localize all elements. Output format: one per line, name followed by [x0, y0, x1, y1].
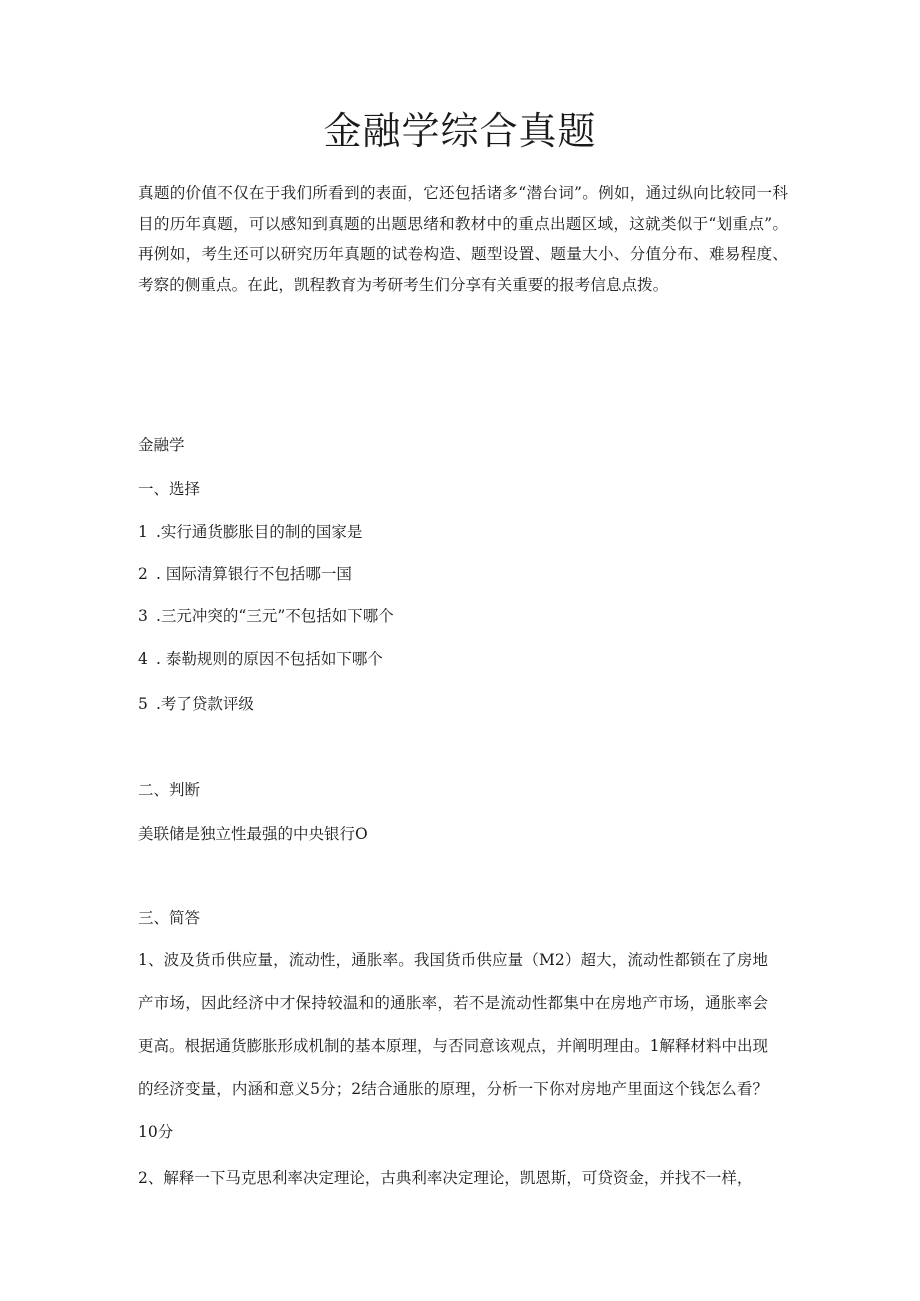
- subject-label: 金融学: [138, 436, 185, 454]
- choice-question-1: [138, 520, 362, 544]
- question-text: .三元冲突的“三元”不包括如下哪个: [156, 607, 394, 625]
- question-text: .实行通货膨胀目的制的国家是: [156, 523, 363, 541]
- section-heading-short-answer: 三、简答: [138, 909, 201, 927]
- choice-question-2: [138, 562, 352, 586]
- question-text: .考了贷款评级: [156, 695, 254, 713]
- question-number: 4: [138, 650, 148, 668]
- question-text: . 泰勒规则的原因不包括如下哪个: [156, 650, 383, 668]
- short-answer-question-2: 2、解释一下马克思利率决定理论，古典利率决定理论，凯恩斯，可贷资金，并找不一样，: [138, 1169, 753, 1187]
- judgment-statement: 美联储是独立性最强的中央银行O: [138, 825, 368, 843]
- section-heading-judgment: 二、判断: [138, 781, 201, 799]
- short-answer-question-1: 1、波及货币供应量，流动性，通胀率。我国货币供应量（M2）超大，流动性都锁在了房地产市场，因此经济中才保持较温和的通胀率，若不是流动性都集中在房地产市场，通胀率会更高。根据通货膨胀形成机制的基本原理，与否同意该观点，并阐明理由。1解释材料中出现的经济变量，内涵和意义5分；2结合通胀的原理，分析一下你对房地产里面这个钱怎么看？10分: [138, 951, 768, 1141]
- question-text: . 国际清算银行不包括哪一国: [156, 565, 352, 583]
- question-number: 2: [138, 565, 148, 583]
- question-number: 1: [138, 523, 148, 541]
- intro-paragraph: 真题的价值不仅在于我们所看到的表面，它还包括诸多“潜台词”。例如，通过纵向比较同一科目的历年真题，可以感知到真题的出题思绪和教材中的重点出题区域，这就类似于“划重点”。再例如，考生还可以研究历年真题的试卷构造、题型设置、题量大小、分值分布、难易程度、考察的侧重点。在此，凯程教育为考研考生们分享有关重要的报考信息点拨。: [138, 184, 788, 294]
- question-number: 3: [138, 607, 148, 625]
- question-number: 5: [138, 695, 148, 713]
- choice-question-3: [138, 604, 394, 628]
- choice-question-4: [138, 647, 383, 671]
- section-heading-choice: 一、选择: [138, 480, 201, 498]
- document-title: 金融学综合真题: [323, 109, 597, 153]
- choice-question-5: [138, 692, 254, 716]
